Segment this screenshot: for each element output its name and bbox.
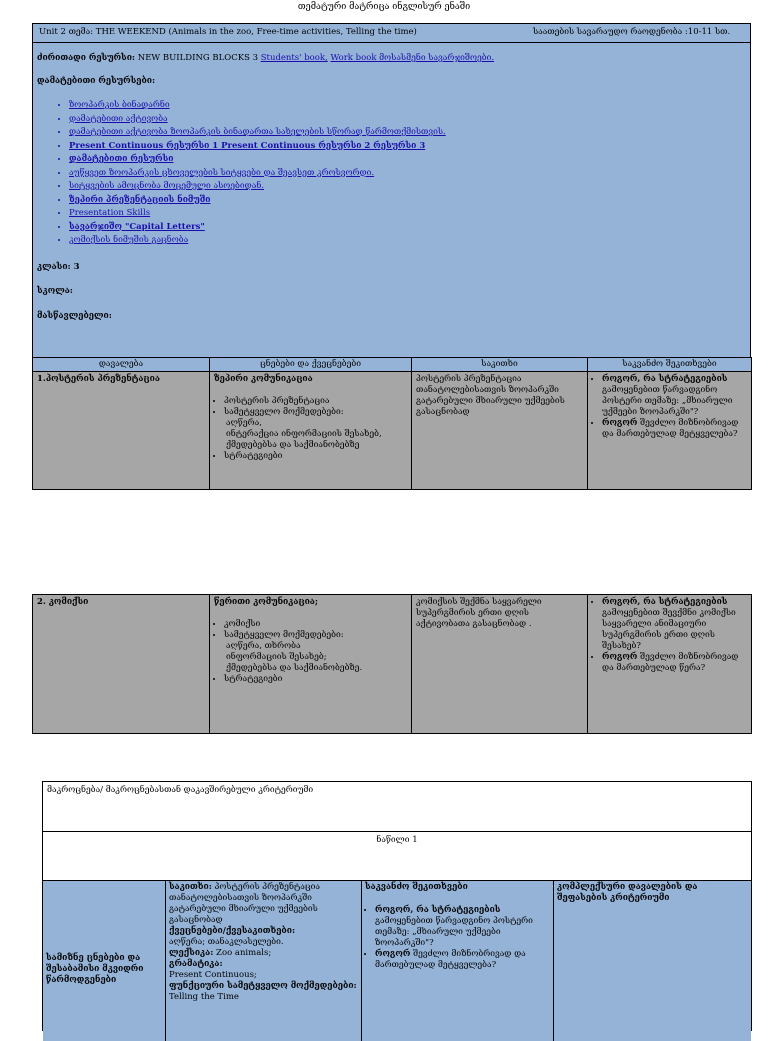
- column-header-key-questions: საკვანძო შეკითხვები: [588, 358, 752, 372]
- teacher-line: მასწავლებელი:: [37, 311, 112, 321]
- task-cell: 2. კომიქსი: [33, 595, 210, 734]
- resource-link-capital-letters[interactable]: სავარჯიშო "Capital Letters": [69, 221, 205, 232]
- list-item: [602, 374, 747, 418]
- unit-header: [32, 23, 751, 358]
- list-item: [69, 222, 749, 233]
- resource-link-present-continuous[interactable]: Present Continuous რესურსი 1 Present Continuous რესურსი 2 რესურსი 3: [69, 140, 426, 151]
- concept-sub-1: აღწერა, თხრობა: [226, 641, 301, 651]
- list-item: [69, 195, 749, 206]
- concept-sub-3: ქმედებებსა და საქმიანობებზე.: [226, 663, 363, 673]
- column-header-concepts: ცნებები და ქვეცნებები: [210, 358, 412, 372]
- resource-link-zoo-animals[interactable]: ზოოპარკის ბინადარნი: [69, 100, 170, 110]
- part-title: ნაწილი 1: [376, 835, 418, 845]
- list-item: [375, 905, 549, 949]
- list-item: [69, 114, 749, 125]
- topic-details-cell: [169, 882, 357, 1003]
- list-item: • სტრატეგიები: [224, 451, 407, 462]
- topic-text: პოსტერის პრეზენტაცია თანატოლებისათვის ზოოპარკში გატარებული მხიარული უქმეების გასაცნობად: [169, 882, 320, 925]
- subconcepts-label: ქვეცნებები/ქვესაკითხები:: [169, 926, 296, 936]
- macro-concept-table: [42, 781, 752, 1031]
- question-lead: როგორ: [375, 949, 411, 959]
- grammar-label: გრამატიკა:: [169, 959, 223, 969]
- key-questions-cell: [588, 372, 752, 490]
- question-lead: როგორ: [602, 652, 638, 662]
- macro-concept-title: მაკროცნება/ მაკროცნებასთან დაკავშირებული კრიტერიუმი: [47, 785, 314, 795]
- resource-link-pronunciation[interactable]: დამატებითი აქტივობა ზოოპარკის ბინადართა სახელების სწორად წარმოთქმისთვის.: [69, 127, 446, 137]
- question-lead: როგორ, რა სტრატეგიების: [602, 374, 728, 384]
- list-item: [602, 652, 747, 674]
- class-line: კლასი: 3: [37, 262, 80, 272]
- list-item: [69, 127, 749, 138]
- list-item: [69, 154, 749, 165]
- grammar-text: Present Continuous;: [169, 970, 257, 980]
- functional-label: ფუნქციური სამეტყველო მოქმედებები:: [169, 981, 357, 991]
- macro-row: [43, 881, 751, 1041]
- list-item: [602, 597, 747, 652]
- concept-sub-1: აღწერა,: [226, 418, 262, 428]
- list-item: • პოსტერის პრეზენტაცია: [224, 396, 407, 407]
- resource-link-extra-resource[interactable]: დამატებითი რესურსი: [69, 154, 174, 164]
- resource-link-word-recognition[interactable]: სიტყვების ამოცნობა მოცემული ასოებიდან.: [69, 181, 265, 191]
- tasks-table-1: [32, 357, 752, 490]
- topic-label: საკითხი:: [169, 882, 212, 892]
- document-title: თემატური მატრიცა ინგლისურ ენაში: [297, 2, 471, 12]
- complex-task-criteria-title: კომპლექსური დავალების და შეფასების კრიტერიუმი: [557, 882, 698, 903]
- students-book-link[interactable]: Students' book,: [260, 53, 328, 63]
- question-text: შევძლო მიზნობრივად და მართებულად მეტყველება?: [602, 418, 739, 439]
- column-header-topic: საკითხი: [412, 358, 588, 372]
- question-text: გამოყენებით წარვადგინო პოსტერი თემაზე: „მხიარული უქმეები ზოოპარკში"?: [375, 916, 533, 948]
- tasks-table-2: [32, 594, 752, 734]
- lexicon-text: Zoo animals;: [213, 948, 272, 958]
- list-item: [69, 100, 749, 111]
- topic-cell: კომიქსის შექმნა საყვარელი სუპერგმირის ერთი დღის აქტივობათა გასაცნობად .: [412, 595, 588, 734]
- table-header-row: [33, 358, 752, 372]
- concept-sub-2: ინფორმაციის შესახებ;: [226, 652, 327, 662]
- list-item: [602, 418, 747, 440]
- list-item: [69, 168, 749, 179]
- list-item: [69, 208, 749, 219]
- topic-cell: პოსტერის პრეზენტაცია თანატოლებისათვის ზოოპარკში გატარებული მხიარული უქმეების გასაცნობად: [412, 372, 588, 490]
- workbook-link[interactable]: Work book: [330, 53, 377, 63]
- question-lead: როგორ, რა სტრატეგიების: [602, 597, 728, 607]
- concept-sub-3: ქმედებებსა და საქმიანობებზე: [226, 440, 360, 450]
- resource-link-extra-activity[interactable]: დამატებითი აქტივობა: [69, 113, 168, 124]
- list-item: [69, 181, 749, 192]
- list-item: • სტრატეგიები: [224, 674, 407, 685]
- subconcepts-text: აღწერა; თანაკლასელები.: [169, 937, 284, 947]
- main-resource-text: NEW BUILDING BLOCKS 3: [135, 53, 261, 63]
- question-text: გამოყენებით წარვადგინო პოსტერი თემაზე: „მხიარული უქმეები ზოოპარკში"?: [602, 385, 733, 417]
- list-item: • სამეტყველო მოქმედებები:: [224, 407, 407, 418]
- question-text: შევძლო მიზნობრივად და მართებულად წერა?: [602, 652, 739, 673]
- list-item: [69, 141, 749, 152]
- key-questions-title: საკვანძო შეკითხვები: [365, 882, 468, 892]
- functional-text: Telling the Time: [169, 992, 239, 1002]
- school-line: სკოლა:: [37, 286, 73, 296]
- extra-resources-label: დამატებითი რესურსები:: [37, 76, 156, 86]
- concepts-cell: [210, 372, 412, 490]
- concepts-cell: [210, 595, 412, 734]
- listening-exercises-link[interactable]: მოსასმენი სავარჯიშოები.: [376, 53, 495, 63]
- concept-title: ზეპირი კომუნიკაცია: [214, 374, 313, 384]
- hours-estimate: საათების სავარაუდო რაოდენობა :10-11 სთ.: [533, 27, 731, 37]
- unit-title: Unit 2 თემა: THE WEEKEND (Animals in the zoo, Free-time activities, Telling the time): [39, 27, 417, 37]
- concept-sub-2: ინტერაქცია ინფორმაციის შესახებ,: [226, 429, 382, 439]
- resource-link-crossword[interactable]: აუწყვეთ ზოოპარკის ცხოველების სიტყვები და შეავსეთ კროსვორდი.: [69, 167, 375, 178]
- table-row: [33, 372, 752, 490]
- concept-title: წერითი კომუნიკაცია;: [214, 597, 318, 607]
- column-header-task: დავალება: [33, 358, 210, 372]
- table-row: [33, 595, 752, 734]
- extra-resources-list: [33, 100, 749, 249]
- list-item: [375, 949, 549, 971]
- resource-link-presentation-skills[interactable]: Presentation Skills: [69, 208, 151, 218]
- list-item: • სამეტყველო მოქმედებები:: [224, 630, 407, 641]
- resource-link-comic-sample[interactable]: კომიქსის ნიმუშის გაცნობა: [69, 235, 189, 245]
- lexicon-label: ლექსიკა:: [169, 948, 214, 958]
- list-item: • კომიქსი: [224, 619, 407, 630]
- key-questions-cell: [365, 882, 549, 971]
- main-resource-label: ძირითადი რესურსი:: [37, 53, 136, 63]
- question-lead: როგორ: [602, 418, 638, 428]
- question-lead: როგორ, რა სტრატეგიების: [375, 905, 501, 915]
- resource-link-oral-presentation[interactable]: ზეპირი პრეზენტაციის ნიმუში: [69, 194, 211, 205]
- key-questions-cell: [588, 595, 752, 734]
- target-concepts-cell: სამიზნე ცნებები და შესაბამისი მკვიდრი წარმოდგენები: [46, 953, 144, 985]
- task-cell: 1.პოსტერის პრეზენტაცია: [33, 372, 210, 490]
- question-text: შევძლო მიზნობრივად და მართებულად მეტყველება?: [375, 949, 526, 970]
- list-item: [69, 235, 749, 246]
- question-text: გამოყენებით შევქმნი კომიქსი საყვარელი ანიმაციური სუპერგმირის ერთი დღის შესახებ?: [602, 608, 736, 651]
